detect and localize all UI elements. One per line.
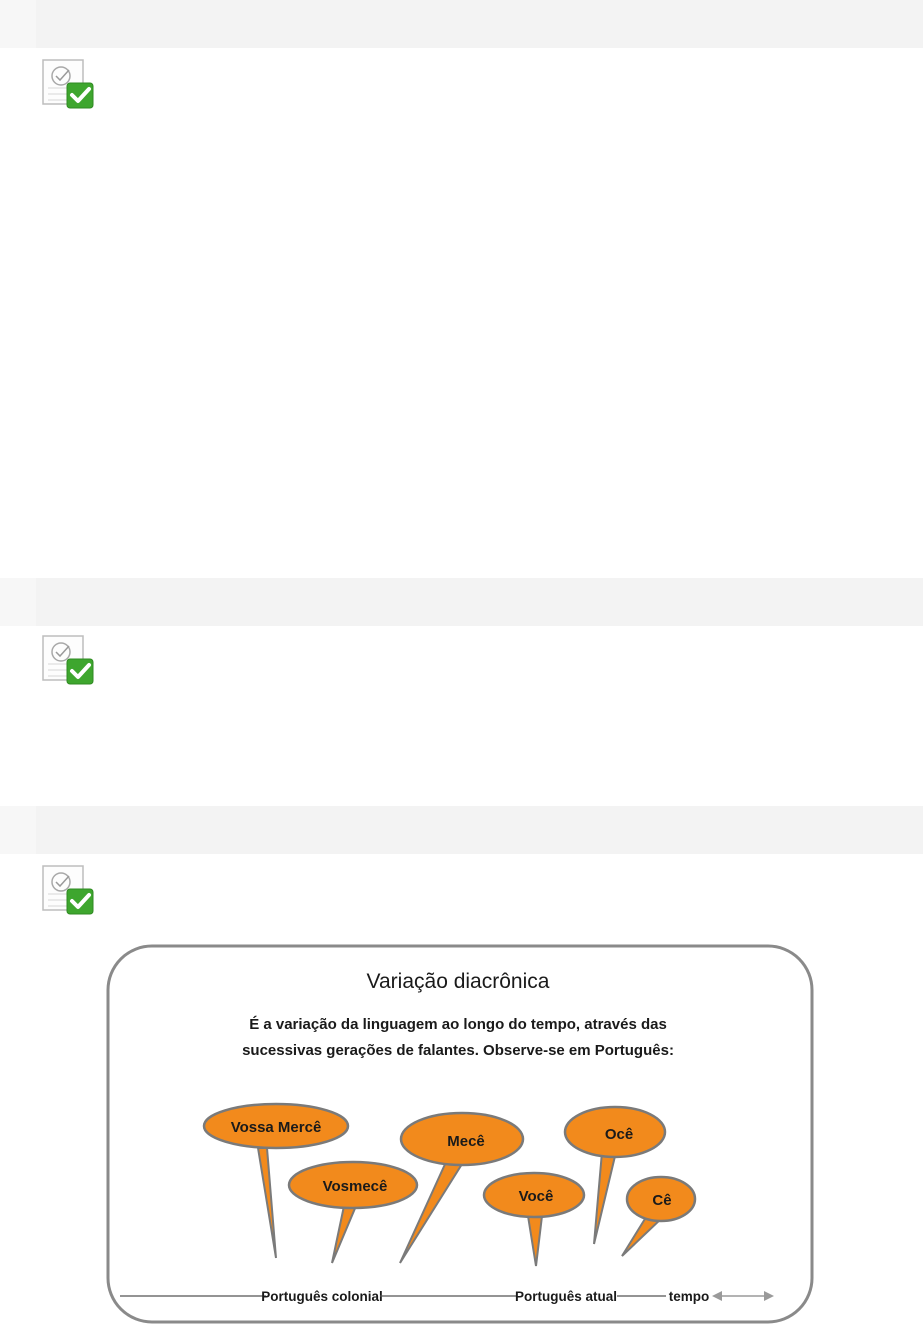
figure-description-line1: É a variação da linguagem ao longo do tempo, através das: [249, 1016, 667, 1033]
timeline-label-tempo: tempo: [668, 1289, 710, 1304]
figure-title: Variação diacrônica: [366, 970, 550, 993]
figure-canvas: [100, 938, 823, 1330]
diachronic-variation-figure: [100, 938, 823, 1330]
timeline-label-atual: Português atual: [514, 1289, 618, 1304]
document-check-icon: [41, 864, 95, 916]
bubble-label: Vosmecê: [322, 1178, 388, 1195]
bubble-label: Cê: [652, 1192, 672, 1209]
bubble-label: Ocê: [604, 1126, 634, 1143]
document-check-icon: [41, 634, 95, 686]
bubble-label: Você: [518, 1188, 554, 1205]
bubble-label: Vossa Mercê: [230, 1119, 322, 1136]
question-header-bar-2: [0, 578, 923, 626]
question-header-bar-1: [0, 0, 923, 48]
bubble-label: Mecê: [447, 1133, 485, 1150]
timeline-label-colonial: Português colonial: [261, 1289, 383, 1304]
document-check-icon: [41, 58, 95, 110]
figure-description-line2: sucessivas gerações de falantes. Observe-se em Português:: [242, 1042, 674, 1059]
question-header-bar-3: [0, 806, 923, 854]
